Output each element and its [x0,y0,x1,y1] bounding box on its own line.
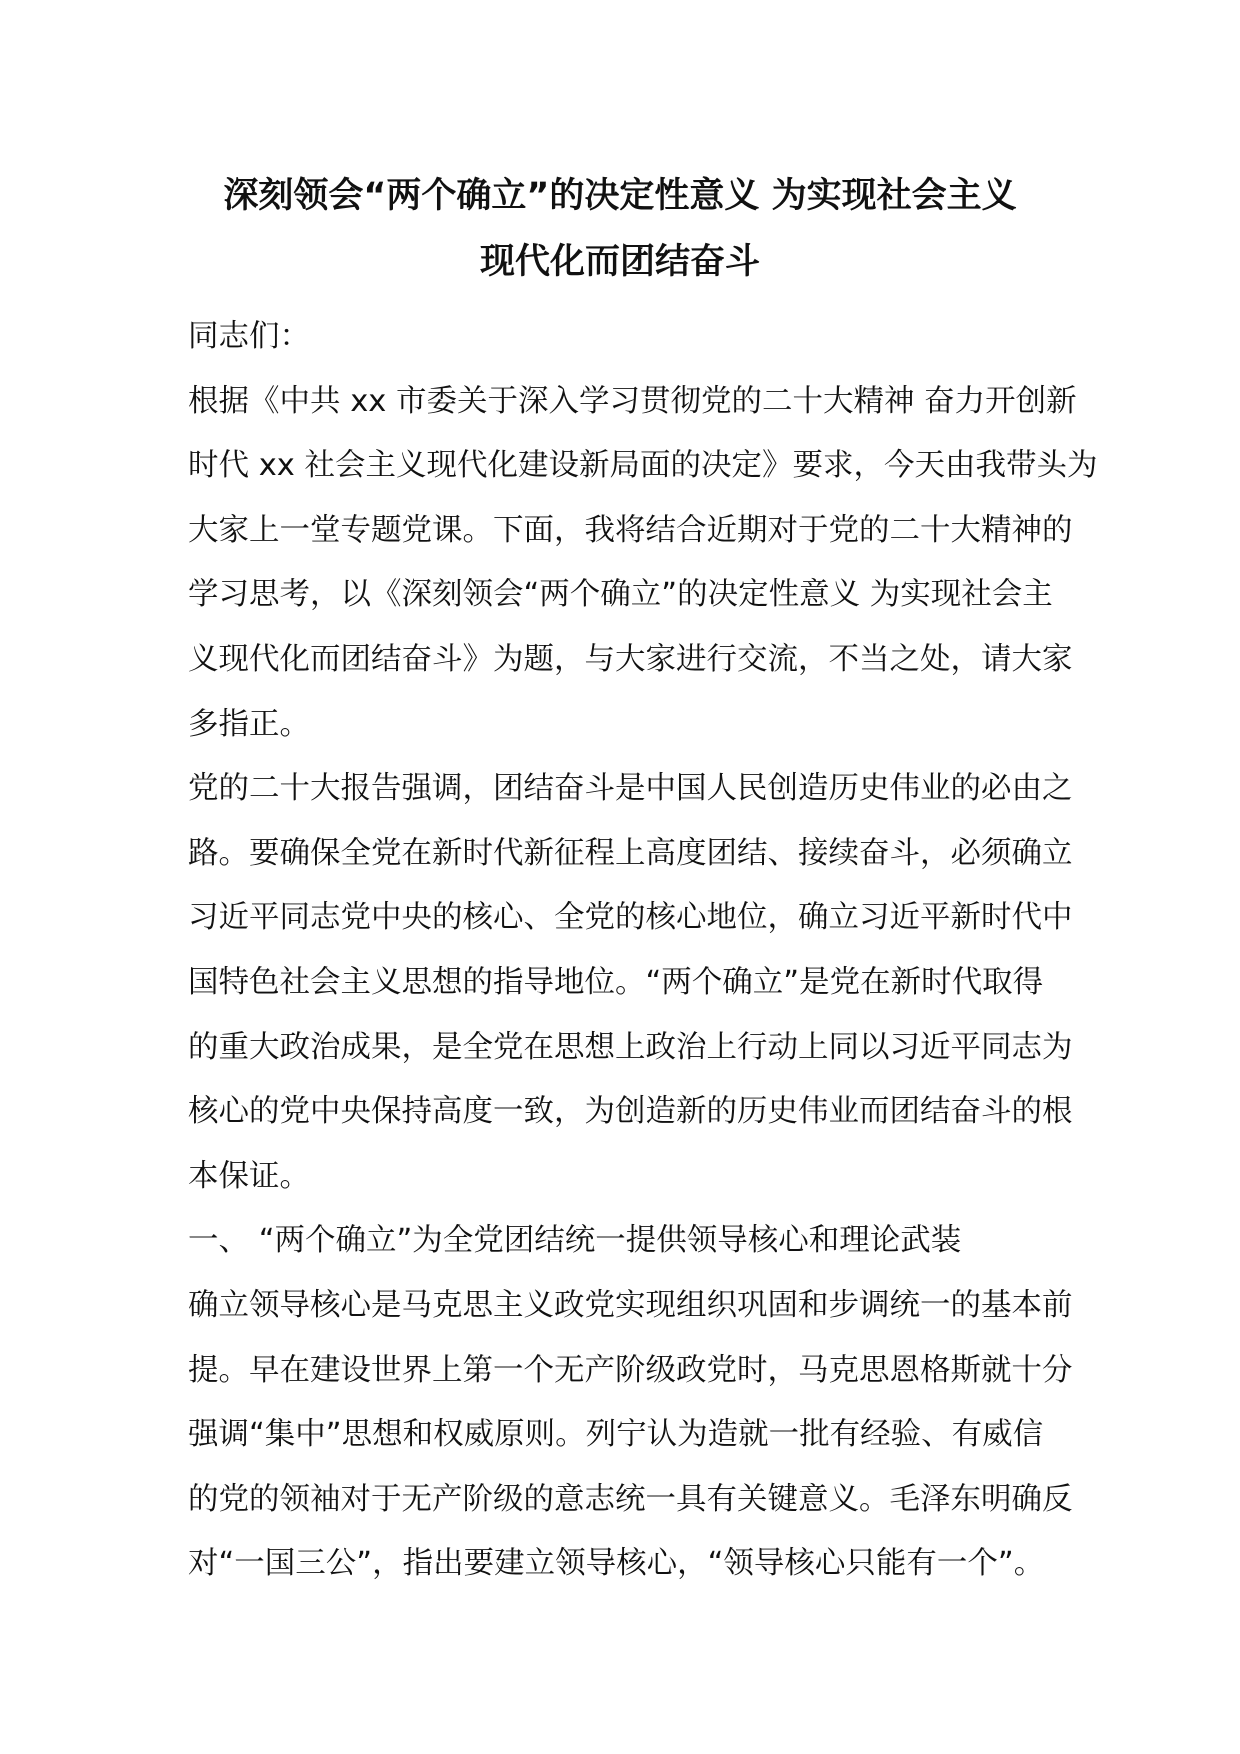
text-line-salutation: 同志们： [188,319,310,354]
text-line: 国特色社会主义思想的指导地位。“两个确立”是党在新时代取得 [188,964,1044,1000]
text-line: 根据《中共 xx 市委关于深入学习贯彻党的二十大精神 奋力开创新 [188,383,1077,419]
text-line: 多指正。 [188,706,310,742]
document-title-line-1: 深刻领会“两个确立”的决定性意义 为实现社会主义 [223,176,1017,216]
text-line: 核心的党中央保持高度一致，为创造新的历史伟业而团结奋斗的根 [188,1094,1073,1130]
text-line: 习近平同志党中央的核心、全党的核心地位，确立习近平新时代中 [188,900,1073,936]
document-body [188,305,1098,1597]
section-heading: 一、 “两个确立”为全党团结统一提供领导核心和理论武装 [188,1223,962,1259]
text-line: 的重大政治成果，是全党在思想上政治上行动上同以习近平同志为 [188,1029,1073,1065]
text-line: 强调“集中”思想和权威原则。列宁认为造就一批有经验、有威信 [188,1417,1044,1453]
text-line: 确立领导核心是马克思主义政党实现组织巩固和步调统一的基本前 [188,1287,1073,1323]
text-line: 路。要确保全党在新时代新征程上高度团结、接续奋斗，必须确立 [188,835,1073,871]
text-line: 学习思考，以《深刻领会“两个确立”的决定性意义 为实现社会主 [188,577,1053,613]
text-line: 的党的领袖对于无产阶级的意志统一具有关键意义。毛泽东明确反 [188,1481,1073,1517]
text-line: 本保证。 [188,1158,310,1194]
text-line: 义现代化而团结奋斗》为题，与大家进行交流，不当之处，请大家 [188,641,1073,677]
text-line: 大家上一堂专题党课。下面，我将结合近期对于党的二十大精神的 [188,512,1073,548]
text-line: 提。早在建设世界上第一个无产阶级政党时，马克思恩格斯就十分 [188,1352,1073,1388]
document-title-line-2: 现代化而团结奋斗 [479,242,760,282]
text-line: 对“一国三公”，指出要建立领导核心，“领导核心只能有一个”。 [188,1546,1045,1582]
text-line: 党的二十大报告强调，团结奋斗是中国人民创造历史伟业的必由之 [188,771,1073,807]
text-line: 时代 xx 社会主义现代化建设新局面的决定》要求，今天由我带头为 [188,448,1098,484]
